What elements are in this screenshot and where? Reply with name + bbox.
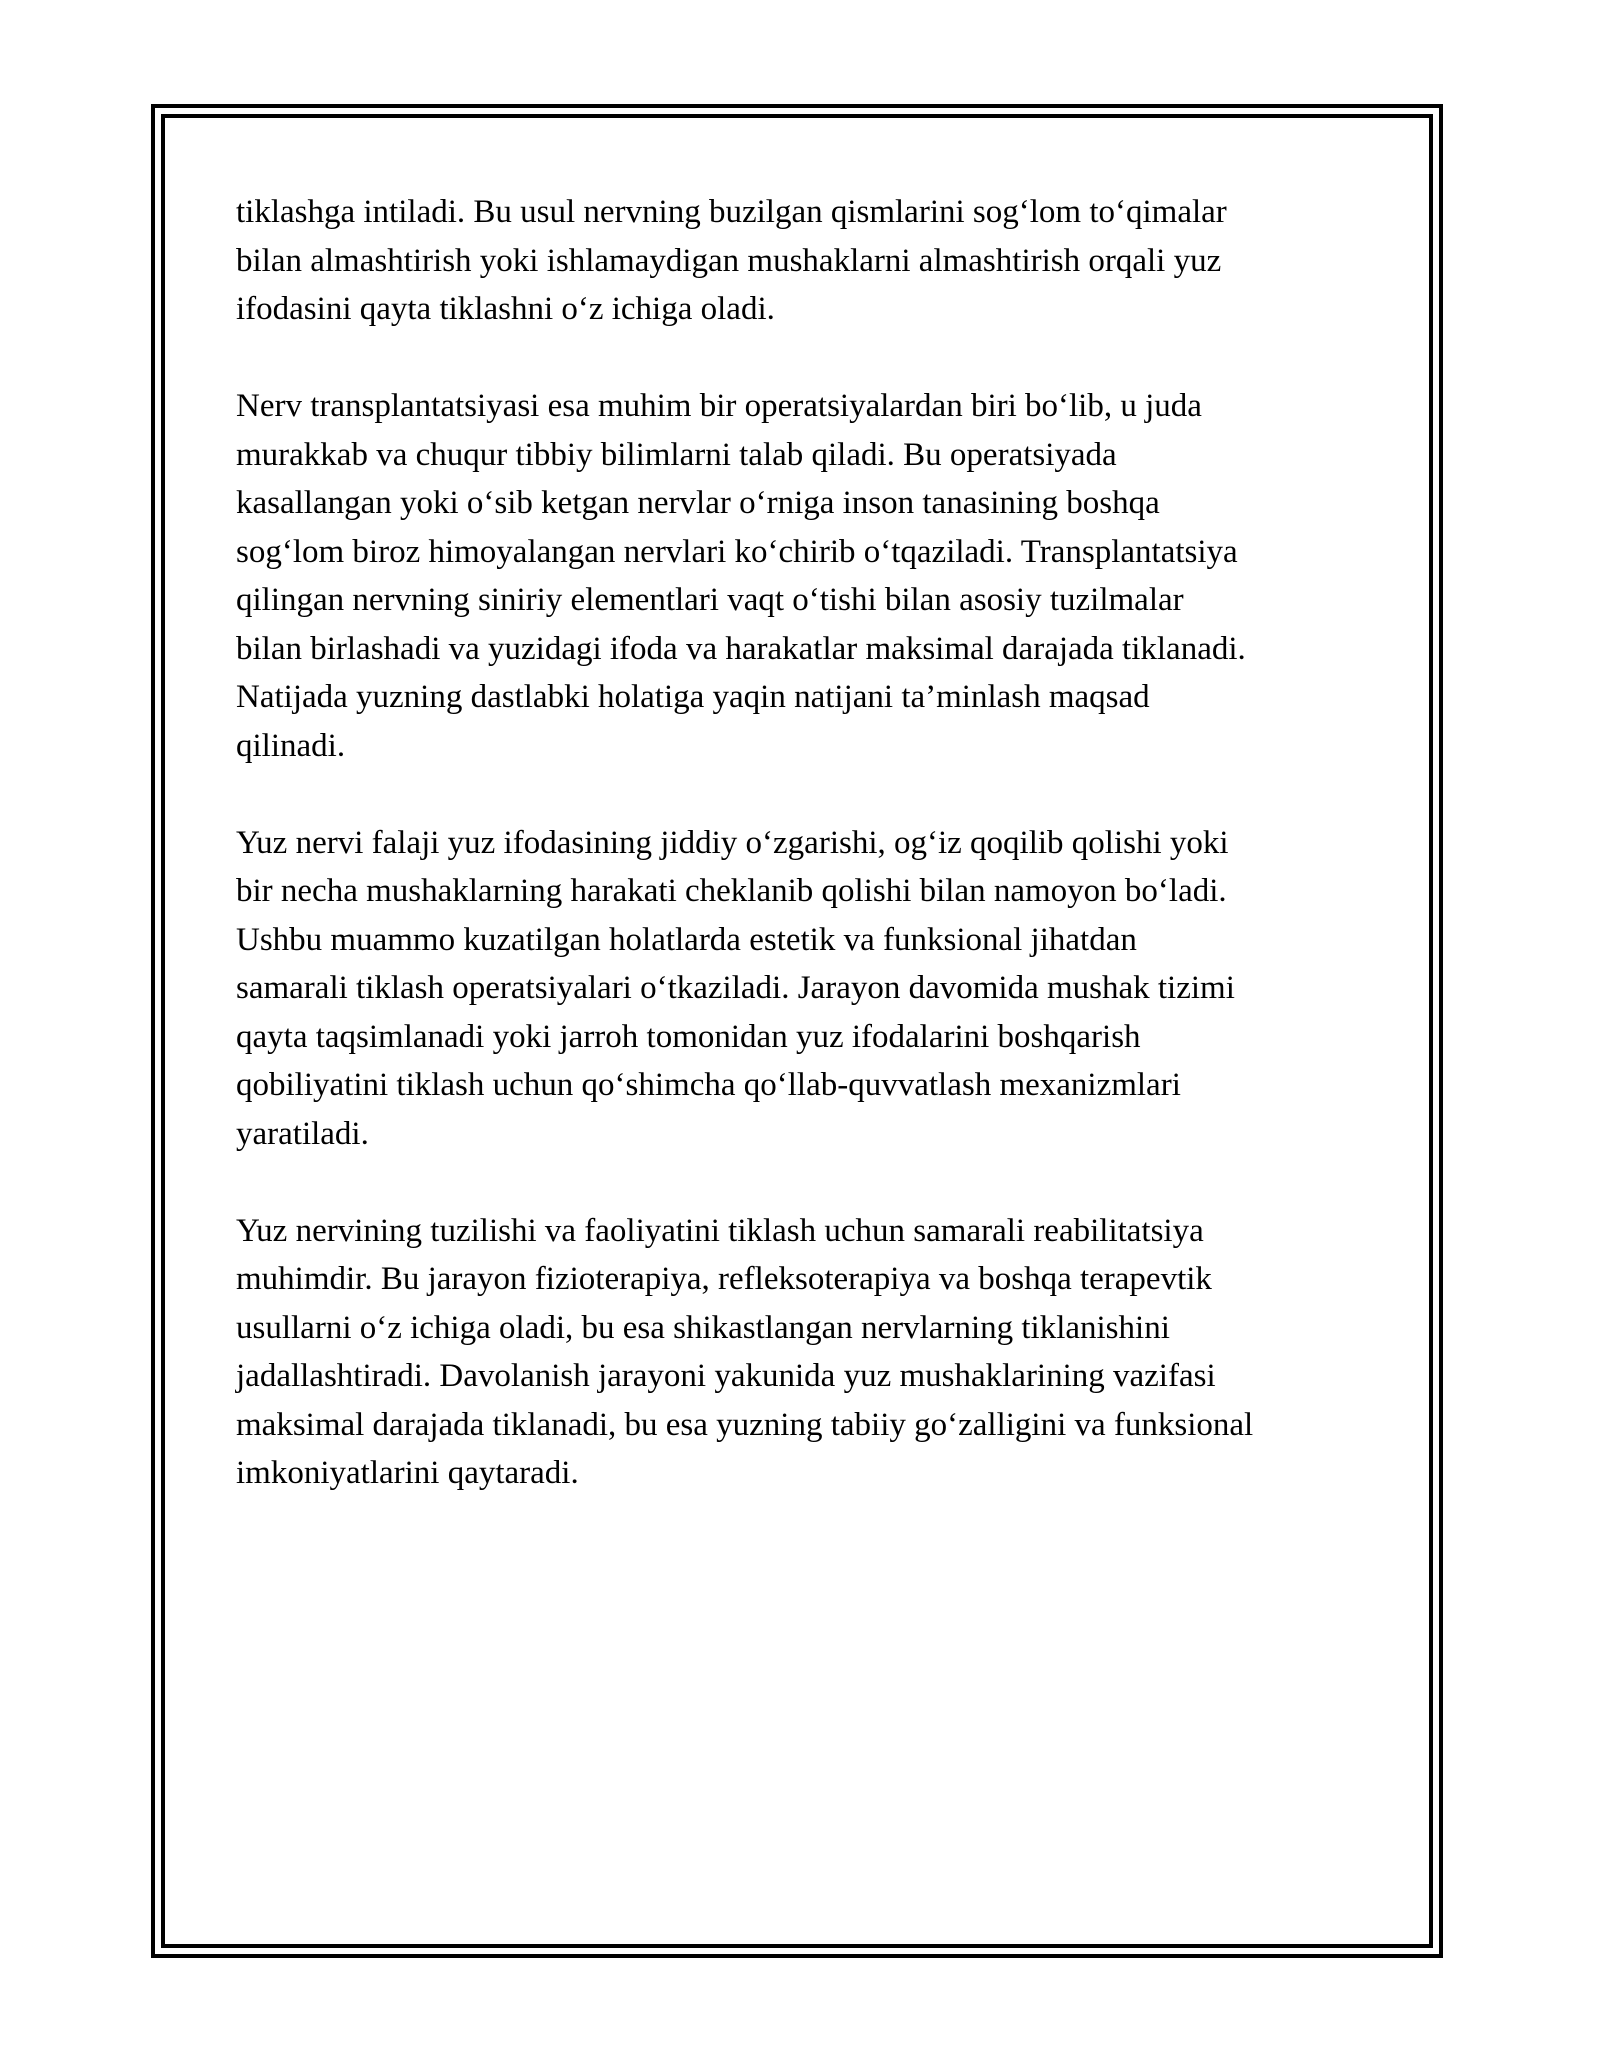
paragraph-1: tiklashga intiladi. Bu usul nervning buzilgan qismlarini sog‘lom to‘qimalar bilan almashtirish yoki ishlamaydigan mushaklarni almashtirish orqali yuz ifodasini qayta tiklashni o‘z ichiga oladi.	[236, 194, 1227, 327]
document-body	[236, 188, 1366, 1546]
paragraph-3: Yuz nervi falaji yuz ifodasining jiddiy o‘zgarishi, og‘iz qoqilib qolishi yoki bir necha mushaklarning harakati cheklanib qolishi bilan namoyon bo‘ladi. Ushbu muammo kuzatilgan holatlarda estetik va funksional jihatdan samarali tiklash operatsiyalari o‘tkaziladi. Jarayon davomida mushak tizimi qayta taqsimlanadi yoki jarroh tomonidan yuz ifodalarini boshqarish qobiliyatini tiklash uchun qo‘shimcha qo‘llab-quvvatlash mexanizmlari yaratiladi.	[236, 824, 1235, 1152]
paragraph-4: Yuz nervining tuzilishi va faoliyatini tiklash uchun samarali reabilitatsiya muhimdir. Bu jarayon fizioterapiya, refleksoterapiya va boshqa terapevtik usullarni o‘z ichiga oladi, bu esa shikastlangan nervlarning tiklanishini jadallashtiradi. Davolanish jarayoni yakunida yuz mushaklarining vazifasi maksimal darajada tiklanadi, bu esa yuzning tabiiy go‘zalligini va funksional imkoniyatlarini qaytaradi.	[236, 1212, 1254, 1491]
paragraph-2: Nerv transplantatsiyasi esa muhim bir operatsiyalardan biri bo‘lib, u juda murakkab va chuqur tibbiy bilimlarni talab qiladi. Bu operatsiyada kasallangan yoki o‘sib ketgan nervlar o‘rniga inson tanasining boshqa sog‘lom biroz himoyalangan nervlari ko‘chirib o‘tqaziladi. Transplantatsiya qilingan nervning siniriy elementlari vaqt o‘tishi bilan asosiy tuzilmalar bilan birlashadi va yuzidagi ifoda va harakatlar maksimal darajada tiklanadi. Natijada yuzning dastlabki holatiga yaqin natijani ta’minlash maqsad qilinadi.	[236, 388, 1246, 764]
